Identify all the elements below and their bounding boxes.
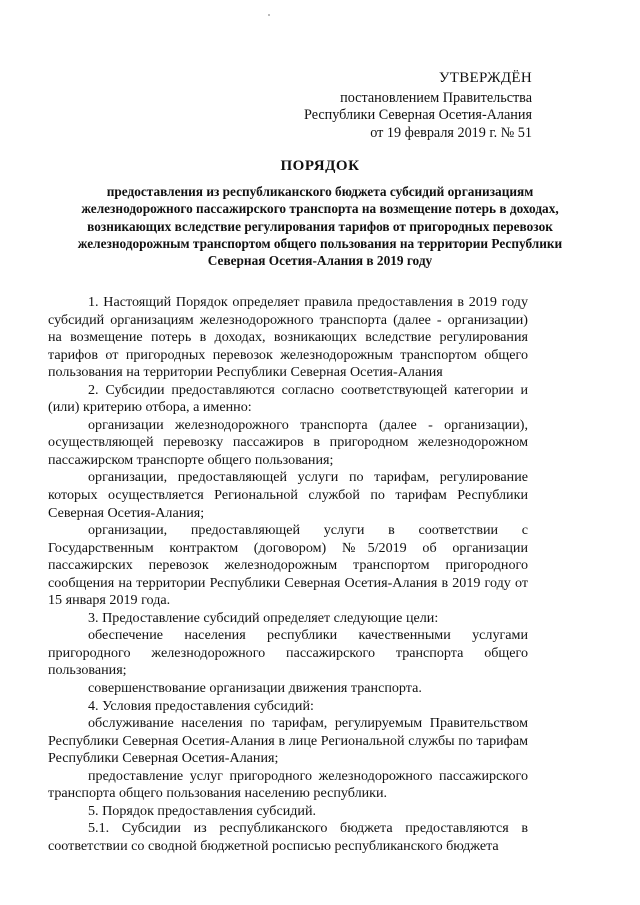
approval-line-2: Республики Северная Осетия-Алания [303,107,532,123]
paragraph-4-item-1: обслуживание населения по тарифам, регулируемым Правительством Республики Северная Осетия-Алания в лице Региональной службы по тарифам Республики Северная Осетия-Алания; [48,715,528,767]
paragraph-4: 4. Условия предоставления субсидий: [88,697,314,714]
approval-heading: УТВЕРЖДЁН [438,70,532,86]
paragraph-2-item-1: организации железнодорожного транспорта (далее - организации), осуществляющей перевозку пассажиров в пригородном железнодорожном пассажирском транспорте общего пользования; [48,416,528,468]
approval-line-1: постановлением Правительства [340,89,532,106]
paragraph-5: 5. Порядок предоставления субсидий. [88,802,317,819]
paragraph-3: 3. Предоставление субсидий определяет следующие цели: [88,609,439,626]
document-subtitle: предоставления из республиканского бюджета субсидий организациям железнодорожного пассажирского транспорта на возмещение потерь в доходах, возникающих вследствие регулирования тарифов от пригородных перевозок железнодорожным транспортом общего пользования на территории Республики Северная Осетия-Алания в 2019 году [77,184,563,269]
paragraph-3-item-1: обеспечение населения республики качественными услугами пригородного железнодорожного пассажирского транспорта общего пользования; [48,627,528,679]
paragraph-2: 2. Субсидии предоставляются согласно соответствующей категории и (или) критерию отбора, а именно: [48,381,528,416]
paragraph-2-item-2: организации, предоставляющей услуги по тарифам, регулирование которых осуществляется Региональной службой по тарифам Республики Северная Осетия-Алания; [48,469,528,521]
document-body [48,294,528,856]
paragraph-2-item-3: организации, предоставляющей услуги в соответствии с Государственным контрактом (договором) №5/2019 об организации пассажирских перевозок железнодорожным транспортом пригородного сообщения на территории Республики Северная Осетия-Алания в 2019 году от 15 января 2019 года. [48,522,528,609]
paragraph-1: 1. Настоящий Порядок определяет правила предоставления в 2019 году субсидий организациям железнодорожного транспорта (далее - организации) на возмещение потерь в доходах, возникающих вследствие регулирования тарифов от пригородных перевозок железнодорожным транспортом общего пользования на территории Республики Северная Осетия-Алания [48,294,528,381]
approval-block [304,70,532,142]
scan-speck [268,14,270,16]
document-title: ПОРЯДОК [280,158,360,174]
paragraph-5-1: 5.1. Субсидии из республиканского бюджета предоставляются в соответствии со сводной бюджетной росписью республиканского бюджета [48,820,528,854]
approval-line-3: от 19 февраля 2019 г. № 51 [370,124,532,141]
paragraph-4-item-2: предоставление услуг пригородного железнодорожного пассажирского транспорта общего пользования населению республики. [48,767,528,802]
paragraph-3-item-2: совершенствование организации движения транспорта. [88,680,422,697]
